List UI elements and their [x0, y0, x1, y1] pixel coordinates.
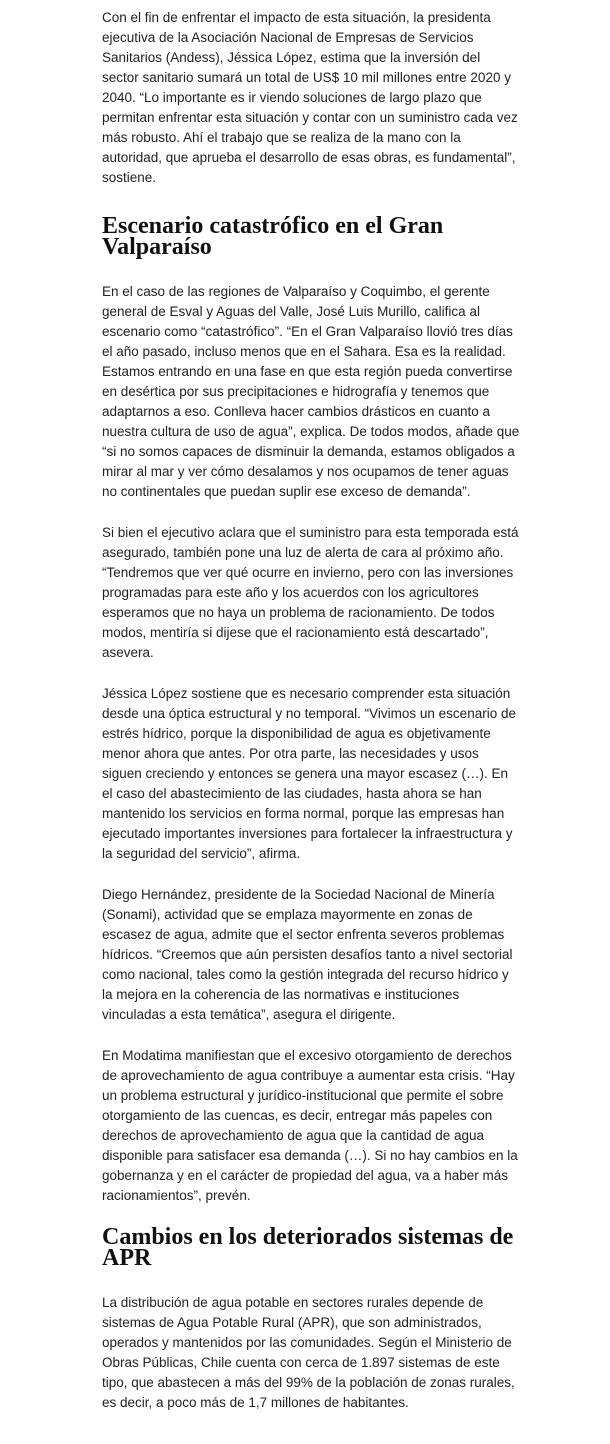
paragraph-jessica-lopez: Jéssica López sostiene que es necesario comprender esta situación desde una óptica estructural y no temporal. “Vivimos un escenario de estrés hídrico, porque la disponibilidad de agua es objetivamente menor ahora que antes. Por otra parte, las necesidades y usos siguen creciendo y entonces se genera una mayor escasez (…). En el caso del abastecimiento de las ciudades, hasta ahora se han mantenido los servicios en forma normal, porque las empresas han ejecutado importantes inversiones para fortalecer la infraestructura y la seguridad del servicio”, afirma. [102, 686, 516, 861]
paragraph-andess-investment: Con el fin de enfrentar el impacto de esta situación, la presidenta ejecutiva de la Asociación Nacional de Empresas de Servicios Sanitarios (Andess), Jéssica López, estima que la inversión del sector sanitario sumará un total de US$ 10 mil millones entre 2020 y 2040. “Lo importante es ir viendo soluciones de largo plazo que permitan enfrentar esta situación y contar con un suministro cada vez más robusto. Ahí el trabajo que se realiza de la mano con la autoridad, que aprueba el desarrollo de esas obras, es fundamental”, sostiene. [102, 10, 518, 185]
paragraph-sonami: Diego Hernández, presidente de la Sociedad Nacional de Minería (Sonami), actividad que se emplaza mayormente en zonas de escasez de agua, admite que el sector enfrenta severos problemas hídricos. “Creemos que aún persisten desafíos tanto a nivel sectorial como nacional, tales como la gestión integrada del recurso hídrico y la mejora en la coherencia de las normativas e instituciones vinculadas a esta temática”, asegura el dirigente. [102, 887, 513, 1022]
paragraph-esval-murillo: En el caso de las regiones de Valparaíso y Coquimbo, el gerente general de Esval y Aguas del Valle, José Luis Murillo, califica al escenario como “catastrófico”. “En el Gran Valparaíso llovió tres días el año pasado, incluso menos que en el Sahara. Esa es la realidad. Estamos entrando en una fase en que esta región pueda convertirse en desértica por sus precipitaciones e hidrografía y tenemos que adaptarnos a eso. Conlleva hacer cambios drásticos en cuanto a nuestra cultura de uso de agua”, explica. De todos modos, añade que “si no somos capaces de disminuir la demanda, estamos obligados a mirar al mar y ver cómo desalamos y nos ocupamos de tener aguas no continentales que puedan suplir ese exceso de demanda”. [102, 284, 520, 499]
heading-valparaiso: Escenario catastrófico en el Gran Valparaíso [102, 213, 444, 260]
article-body [102, 8, 520, 1434]
heading-apr-systems: Cambios en los deteriorados sistemas de APR [102, 1224, 514, 1271]
paragraph-modatima: En Modatima manifiestan que el excesivo otorgamiento de derechos de aprovechamiento de agua contribuye a aumentar esta crisis. “Hay un problema estructural y jurídico-institucional que permite el sobre otorgamiento de las cuencas, es decir, entregar más papeles con derechos de aprovechamiento de agua que la cantidad de agua disponible para satisfacer esa demanda (…). Si no hay cambios en la gobernanza y en el carácter de propiedad del agua, va a haber más racionamientos”, prevén. [102, 1048, 518, 1203]
paragraph-rural-water: La distribución de agua potable en sectores rurales depende de sistemas de Agua Potable Rural (APR), que son administrados, operados y mantenidos por las comunidades. Según el Ministerio de Obras Públicas, Chile cuenta con cerca de 1.897 sistemas de este tipo, que abastecen a más del 99% de la población de zonas rurales, es decir, a poco más de 1,7 millones de habitantes. [102, 1295, 515, 1410]
paragraph-supply-alert: Si bien el ejecutivo aclara que el suministro para esta temporada está asegurado, también pone una luz de alerta de cara al próximo año. “Tendremos que ver qué ocurre en invierno, pero con las inversiones programadas para este año y los acuerdos con los agricultores esperamos que no haya un problema de racionamiento. De todos modos, mentiría si dijese que el racionamiento está descartado”, asevera. [102, 525, 519, 660]
